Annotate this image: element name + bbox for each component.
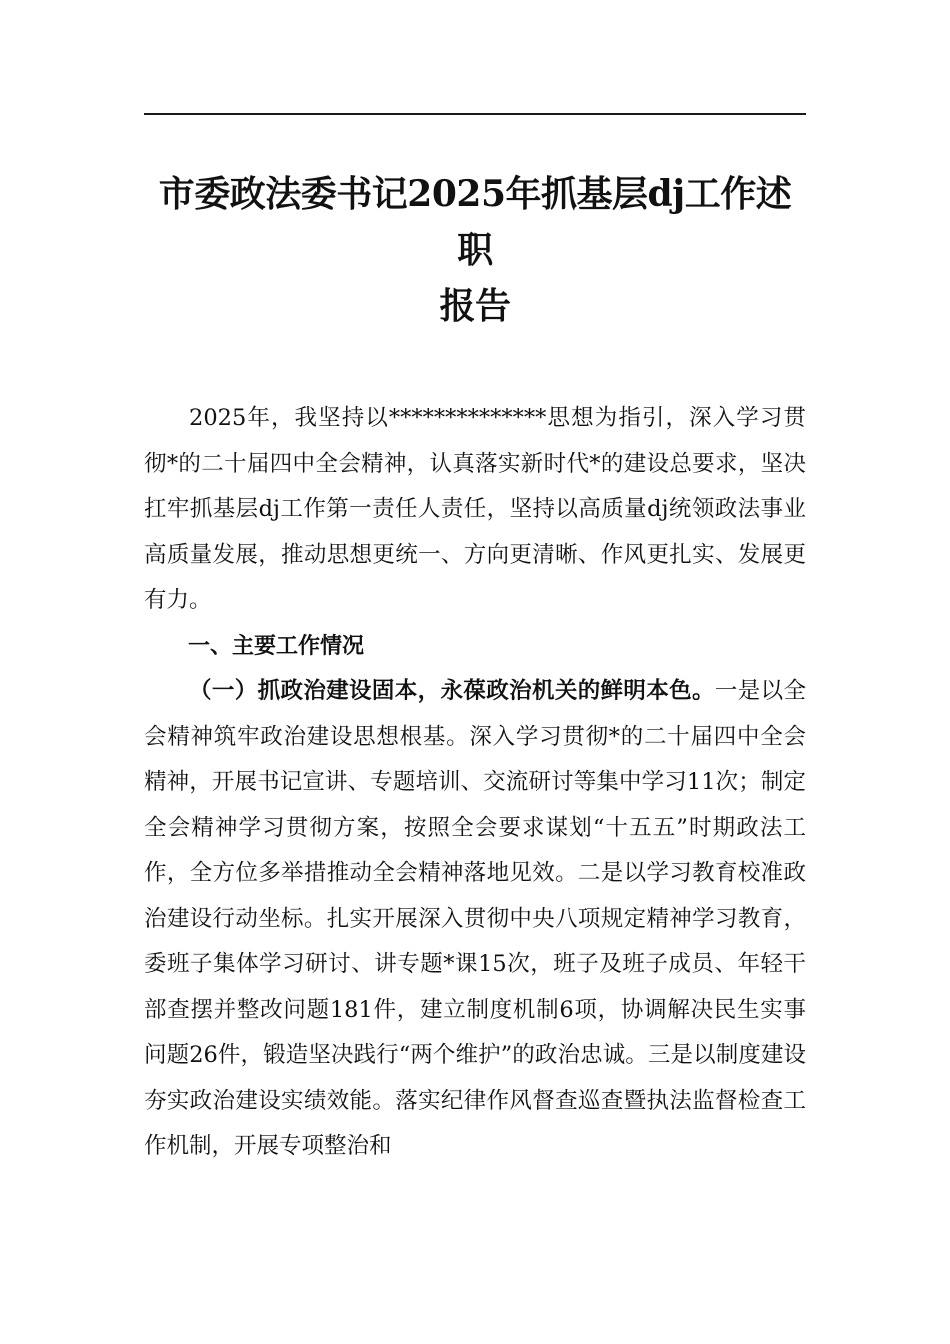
subsection-paragraph-1 (144, 669, 806, 1170)
header-rule (144, 113, 806, 115)
subsection-heading-1: （一）抓政治建设固本，永葆政治机关的鲜明本色。 (189, 678, 715, 704)
document-title (144, 166, 806, 334)
section-heading-1: 一、主要工作情况 (188, 633, 365, 659)
title-line-2: 报告 (439, 285, 511, 327)
title-line-1: 市委政法委书记2025年抓基层dj工作述职 (158, 173, 792, 271)
document-body (144, 396, 806, 1170)
intro-paragraph: 2025年，我坚持以**************思想为指引，深入学习贯彻*的二十届四中全会精神，认真落实新时代*的建设总要求，坚决扛牢抓基层dj工作第一责任人责任，坚持以高质量dj统领政法事业高质量发展，推动思想更统一、方向更清晰、作风更扎实、发展更有力。 (144, 405, 806, 613)
subsection-body-1: 一是以全会精神筑牢政治建设思想根基。深入学习贯彻*的二十届四中全会精神，开展书记宣讲、专题培训、交流研讨等集中学习11次；制定全会精神学习贯彻方案，按照全会要求谋划“十五五”时期政法工作，全方位多举措推动全会精神落地见效。二是以学习教育校准政治建设行动坐标。扎实开展深入贯彻中央八项规定精神学习教育，委班子集体学习研讨、讲专题*课15次，班子及班子成员、年轻干部查摆并整改问题181件，建立制度机制6项，协调解决民生实事问题26件，锻造坚决践行“两个维护”的政治忠诚。三是以制度建设夯实政治建设实绩效能。落实纪律作风督查巡查暨执法监督检查工作机制，开展专项整治和 (144, 678, 806, 1159)
